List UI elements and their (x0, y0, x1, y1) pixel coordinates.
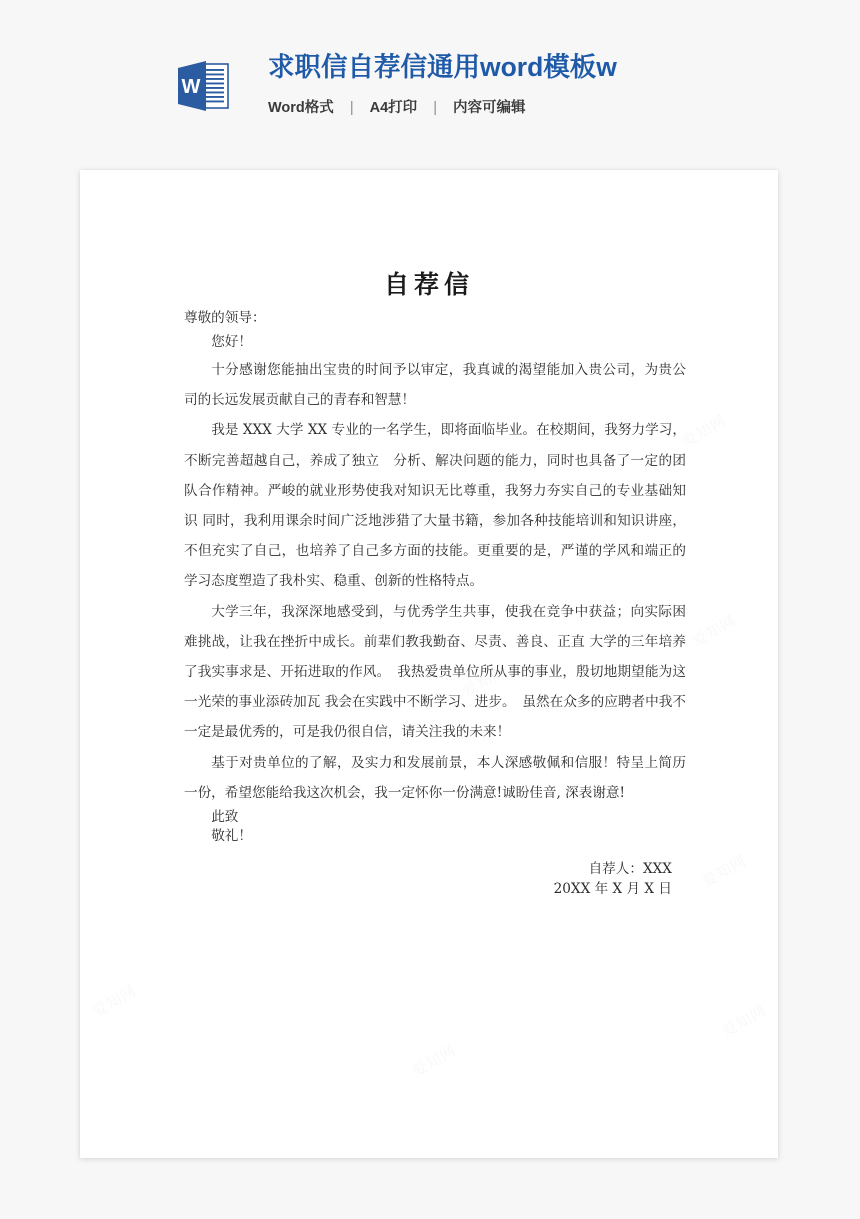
letter-greeting: 您好！ (211, 334, 252, 350)
page-header (168, 50, 808, 140)
signature-name: 自荐人：XXX (588, 861, 672, 878)
letter-closing-line-1: 此致 (211, 809, 239, 826)
letter-closing-line-2: 敬礼！ (211, 828, 252, 845)
document-meta-row (268, 98, 808, 118)
letter-paragraph: 大学三年，我深深地感受到，与优秀学生共事，使我在竞争中获益；向实际困难挑战，让我在挫折中成长。前辈们教我勤奋、尽责、善良、正直 大学的三年培养了我实事求是、开拓进取的作风。 我热爱贵单位所从事的事业，殷切地期望能为这一光荣的事业添砖加瓦 我会在实践中不断学习、进步。 虽然在众多的应聘者中我不一定是最优秀的，可是我仍很自信，请关注我的未来！ (184, 603, 686, 741)
document-content (80, 170, 778, 1158)
signature-date: 20XX 年 X 月 X 日 (553, 880, 672, 897)
meta-separator-2: | (433, 100, 437, 116)
letter-paragraph: 十分感谢您能抽出宝贵的时间予以审定，我真诚的渴望能加入贵公司，为贵公司的长远发展贡献自己的青春和智慧！ (184, 362, 686, 409)
document-page-preview[interactable] (80, 170, 778, 1158)
letter-heading: 自荐信 (383, 270, 474, 299)
letter-paragraph: 我是 XXX 大学 XX 专业的一名学生，即将面临毕业。在校期间，我努力学习，不断完善超越自己，养成了独立 分析、解决问题的能力，同时也具备了一定的团队合作精神。严峻的就业形势使我对知识无比尊重，我努力夯实自己的专业基础知识 同时，我利用课余时间广泛地涉猎了大量书籍，参加各种技能培训和知识讲座，不但充实了自己，也培养了自己多方面的技能。更重要的是，严谨的学风和端正的学习态度塑造了我朴实、稳重、创新的性格特点。 (184, 422, 686, 590)
letter-salutation: 尊敬的领导： (184, 310, 266, 326)
letter-paragraph: 基于对贵单位的了解，及实力和发展前景，本人深感敬佩和信服！特呈上简历一份，希望您能给我这次机会，我一定怀你一份满意!诚盼佳音, 深表谢意! (184, 754, 686, 801)
letter-body (184, 308, 686, 899)
word-document-icon (172, 56, 234, 118)
page-title: 求职信自荐信通用word模板w (268, 52, 617, 82)
meta-separator-1: | (349, 100, 354, 116)
header-text-group (268, 50, 808, 118)
signature-block (184, 860, 686, 899)
meta-print: A4打印 (369, 100, 418, 116)
meta-editable: 内容可编辑 (453, 100, 526, 116)
meta-format: Word格式 (268, 100, 334, 116)
svg-text:W: W (181, 76, 201, 98)
